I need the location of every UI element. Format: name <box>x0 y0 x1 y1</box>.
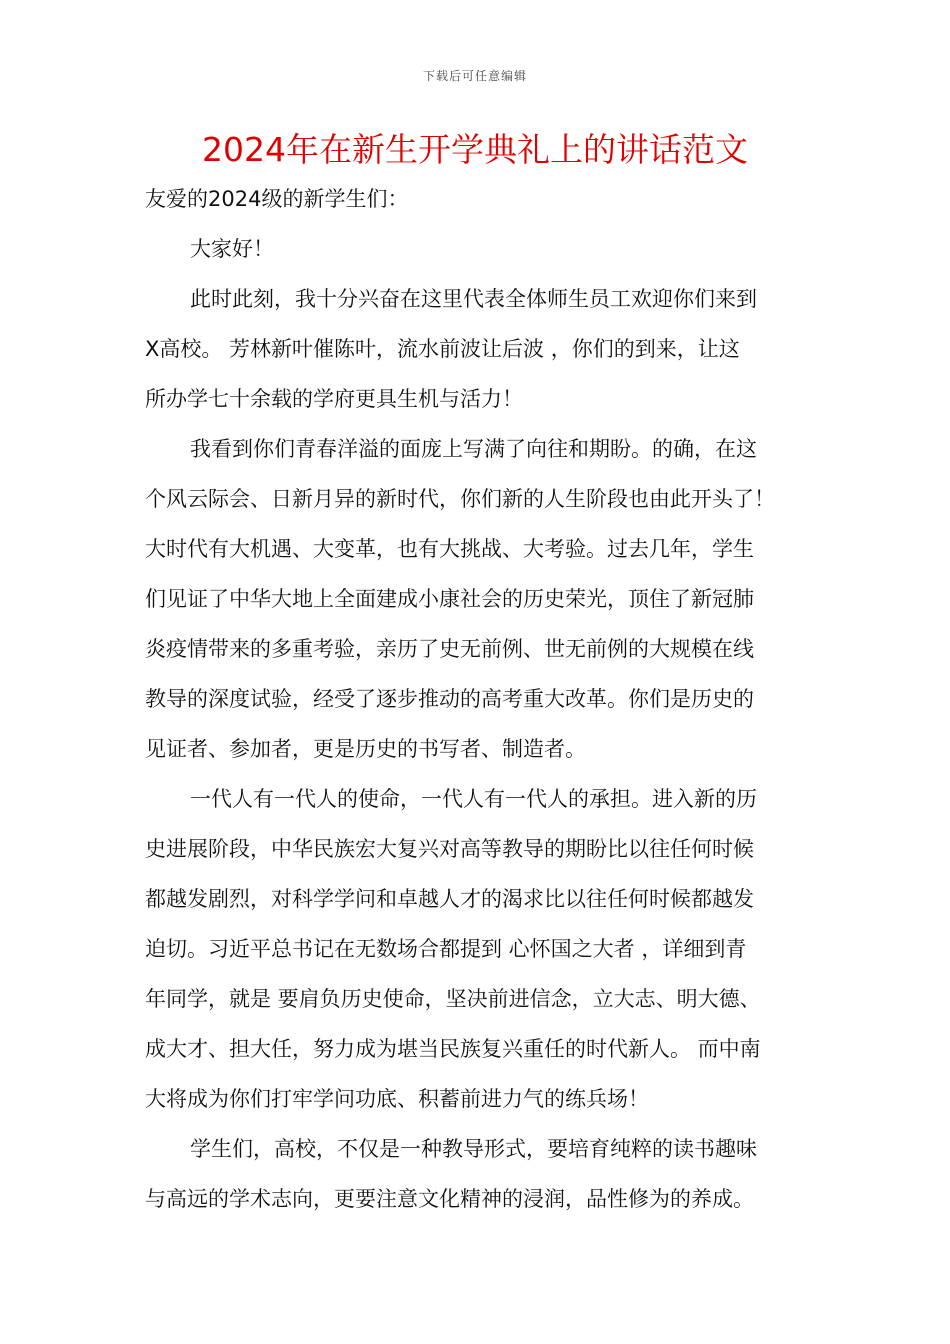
body-line: 大时代有大机遇、大变革，也有大挑战、大考验。过去几年，学生 <box>145 537 754 561</box>
body-line: 大家好！ <box>190 237 274 261</box>
body-line: 炎疫情带来的多重考验，亲历了史无前例、世无前例的大规模在线 <box>145 637 754 661</box>
body-line: 成大才、担大任，努力成为堪当民族复兴重任的时代新人。 而中南 <box>145 1037 761 1061</box>
body-line: 此时此刻，我十分兴奋在这里代表全体师生员工欢迎你们来到 <box>190 287 757 311</box>
body-line: 史进展阶段，中华民族宏大复兴对高等教导的期盼比以往任何时候 <box>145 837 754 861</box>
document-body <box>145 174 815 1224</box>
body-line: X高校。 芳林新叶催陈叶，流水前波让后波 ，你们的到来，让这 <box>145 337 740 361</box>
body-line: 一代人有一代人的使命，一代人有一代人的承担。进入新的历 <box>190 787 757 811</box>
body-line: 见证者、参加者，更是历史的书写者、制造者。 <box>145 737 586 761</box>
body-line: 与高远的学术志向，更要注意文化精神的浸润，品性修为的养成。 <box>145 1187 754 1211</box>
body-line: 年同学，就是 要肩负历史使命，坚决前进信念，立大志、明大德、 <box>145 987 761 1011</box>
body-line: 们见证了中华大地上全面建成小康社会的历史荣光，顶住了新冠肺 <box>145 587 754 611</box>
body-line: 大将成为你们打牢学问功底、积蓄前进力气的练兵场！ <box>145 1087 649 1111</box>
body-line: 都越发剧烈，对科学学问和卓越人才的渴求比以往任何时候都越发 <box>145 887 754 911</box>
document-title: 2024年在新生开学典礼上的讲话范文 <box>202 130 748 169</box>
body-line: 我看到你们青春洋溢的面庞上写满了向往和期盼。的确，在这 <box>190 437 757 461</box>
body-line: 个风云际会、日新月异的新时代，你们新的人生阶段也由此开头了！ <box>145 487 775 511</box>
body-line: 迫切。习近平总书记在无数场合都提到 心怀国之大者 ，详细到青 <box>145 937 747 961</box>
body-line: 教导的深度试验，经受了逐步推动的高考重大改革。你们是历史的 <box>145 687 754 711</box>
body-line: 学生们，高校，不仅是一种教导形式，要培育纯粹的读书趣味 <box>190 1137 757 1161</box>
body-line: 所办学七十余载的学府更具生机与活力！ <box>145 387 523 411</box>
header-note: 下载后可任意编辑 <box>422 69 527 83</box>
body-line: 友爱的2024级的新学生们： <box>145 187 409 211</box>
